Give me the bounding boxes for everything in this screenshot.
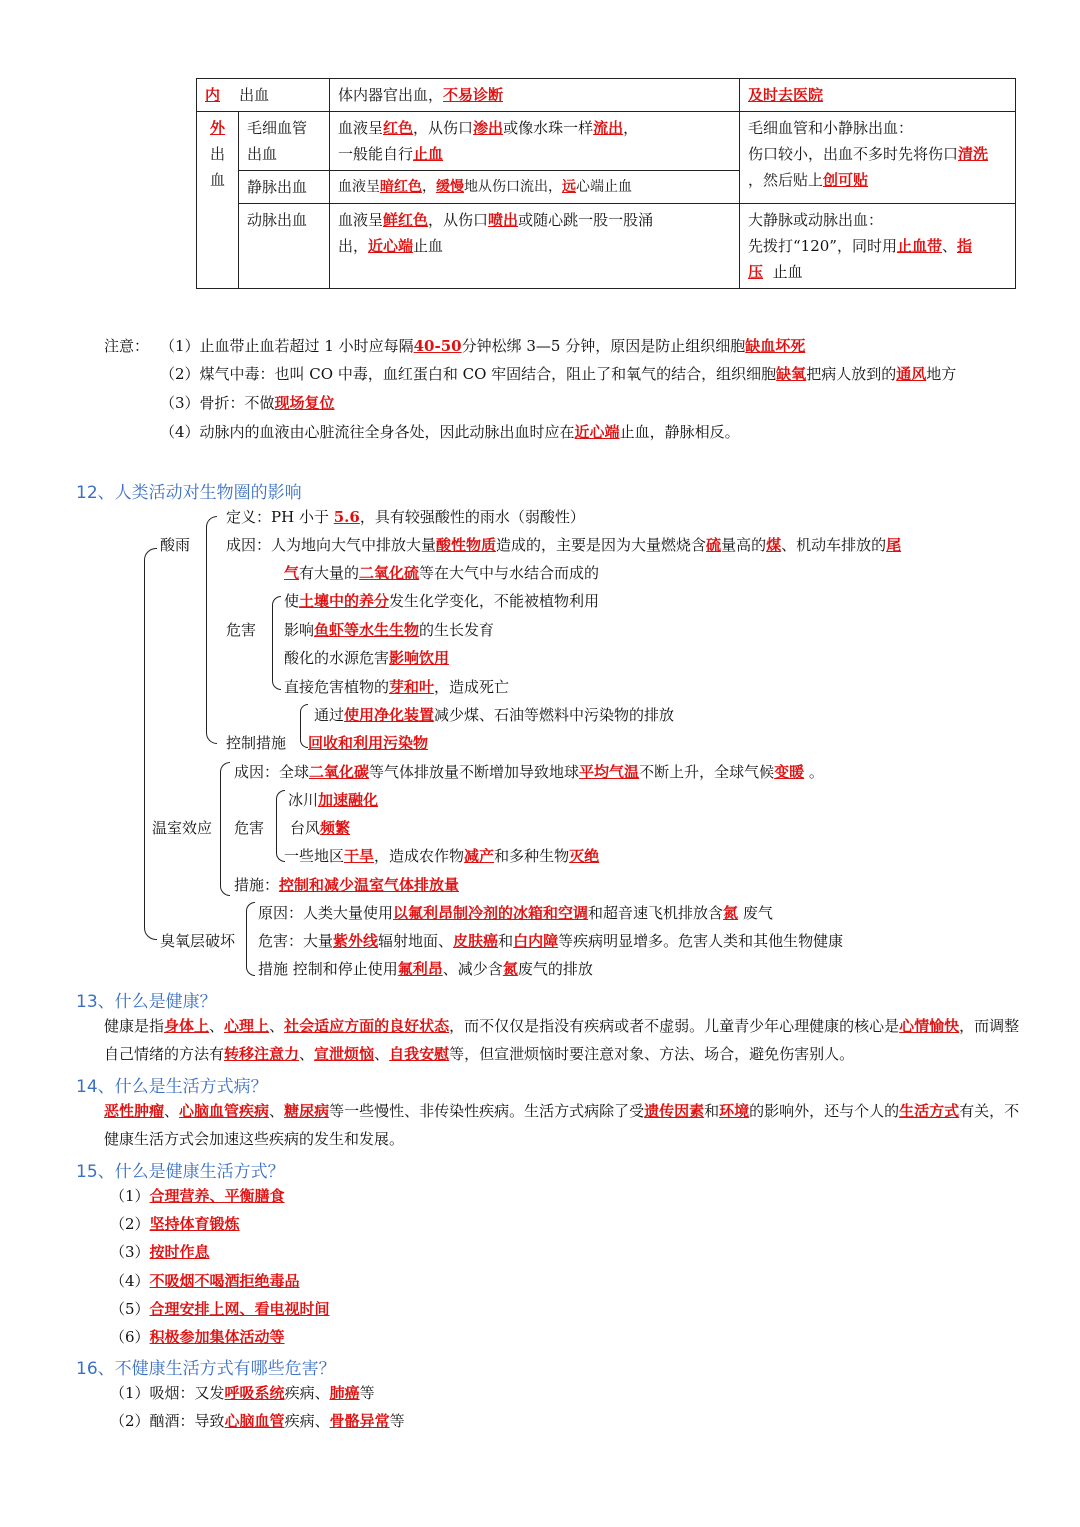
acid-harm-label: 危害 [226,621,257,639]
note-4: （4）动脉内的血液由心脏流往全身各处，因此动脉出血时应在近心端止血，静脉相反。 [160,423,740,441]
section-15-heading: 15、什么是健康生活方式？ [76,1162,285,1182]
notes-label: 注意： [104,337,150,355]
acid-harm-1: 使土壤中的养分发生化学变化，不能被植物利用 [284,592,600,610]
acid-harm-brace [272,596,281,690]
acid-ctrl-label: 控制措施 [226,734,287,752]
ozone-cause: 原因：人类大量使用以氟利昂制冷剂的冰箱和空调和超音速飞机排放含氮 废气 [258,904,773,922]
acid-brace [206,516,217,744]
acid-def: 定义：PH 小于 5.6，具有较强酸性的雨水（弱酸性） [226,508,585,526]
acid-ctrl-1: 通过使用净化装置减少煤、石油等燃料中污染物的排放 [314,706,675,724]
green-harm-3: 一些地区干旱，造成农作物减产和多种生物灭绝 [284,847,600,865]
acid-cause-cont: 气有大量的二氧化硫等在大气中与水结合而成的 [284,564,600,582]
section-12-heading: 12、人类活动对生物圈的影响 [76,483,302,503]
acid-rain-label: 酸雨 [160,536,191,554]
table-cell: 体内器官出血，不易诊断 [330,79,740,112]
bleeding-table [196,78,1016,289]
note-1: （1）止血带止血若超过 1 小时应每隔40-50分钟松绑 3—5 分钟，原因是防止组织细胞缺血坏死 [160,337,806,355]
list-item: （6）积极参加集体活动等 [110,1328,285,1346]
internal-bleeding-label: 内 出血 [197,79,330,112]
green-harm-label: 危害 [234,819,265,837]
table-cell: 血液呈鲜红色，从伤口喷出或随心跳一股一股涌 出，近心端止血 [330,204,740,289]
note-2: （2）煤气中毒：也叫 CO 中毒，血红蛋白和 CO 牢固结合，阻止了和氧气的结合，组织细胞缺氧把病人放到的通风地方 [160,365,957,383]
section-14-heading: 14、什么是生活方式病？ [76,1077,268,1097]
table-cell: 动脉出血 [239,204,330,289]
section-14-text: 恶性肿瘤、心脑血管疾病、糖尿病等一些慢性、非传染性疾病。生活方式病除了受遗传因素和环境的影响外，还与个人的生活方式有关，不健康生活方式会加速这些疾病的发生和发展。 [104,1102,1020,1148]
acid-ctrl-2: 回收和利用污染物 [308,734,429,752]
section-13-text: 健康是指身体上、心理上、社会适应方面的良好状态，而不仅仅是指没有疾病或者不虚弱。儿童青少年心理健康的核心是心情愉快，而调整自己情绪的方法有转移注意力、宣泄烦恼、自我安慰等，但宣泄烦恼时要注意对象、方法、场合，避免伤害别人。 [104,1017,1020,1063]
table-cell: 静脉出血 [239,171,330,204]
acid-harm-3: 酸化的水源危害影响饮用 [284,649,450,667]
acid-cause: 成因：人为地向大气中排放大量酸性物质造成的，主要是因为大量燃烧含硫量高的煤、机动车排放的尾 [226,536,902,554]
external-bleeding-label: 外 出 血 [197,112,239,289]
list-item: （2）坚持体育锻炼 [110,1215,240,1233]
list-item: （5）合理安排上网、看电视时间 [110,1300,330,1318]
note-3: （3）骨折：不做现场复位 [160,394,335,412]
acid-ctrl-brace [300,704,308,748]
acid-harm-2: 影响鱼虾等水生生物的生长发育 [284,621,495,639]
ozone-harm: 危害：大量紫外线辐射地面、皮肤癌和白内障等疾病明显增多。危害人类和其他生物健康 [258,932,844,950]
section-13-heading: 13、什么是健康？ [76,992,217,1012]
list-item: （1）吸烟：又发呼吸系统疾病、肺癌等 [110,1384,375,1402]
acid-harm-4: 直接危害植物的芽和叶，造成死亡 [284,678,510,696]
table-cell: 毛细血管 出血 [239,112,330,171]
green-cause: 成因：全球二氧化碳等气体排放量不断增加导致地球平均气温不断上升，全球气候变暖 。 [234,763,824,781]
table-cell: 血液呈暗红色，缓慢地从伤口流出，远心端止血 [330,171,740,204]
greenhouse-label: 温室效应 [152,819,213,837]
list-item: （2）酗酒：导致心脑血管疾病、骨骼异常等 [110,1412,405,1430]
table-cell: 及时去医院 [740,79,1016,112]
ozone-measure: 措施 控制和停止使用氟利昂、减少含氮废气的排放 [258,960,593,978]
section-16-heading: 16、不健康生活方式有哪些危害？ [76,1359,336,1379]
green-harm-2: 台风频繁 [290,819,351,837]
table-cell: 血液呈红色，从伤口渗出或像水珠一样流出， 一般能自行止血 [330,112,740,171]
ozone-label: 臭氧层破坏 [160,932,236,950]
table-row [197,112,1016,171]
list-item: （3）按时作息 [110,1243,210,1261]
list-item: （4）不吸烟不喝酒拒绝毒品 [110,1272,300,1290]
green-brace [220,762,230,896]
outer-brace [144,548,157,940]
green-harm-1: 冰川加速融化 [288,791,379,809]
ozone-brace [246,902,255,976]
list-item: （1）合理营养、平衡膳食 [110,1187,285,1205]
table-row [197,79,1016,112]
table-row [197,204,1016,289]
table-cell: 毛细血管和小静脉出血： 伤口较小，出血不多时先将伤口清洗 ，然后贴上创可贴 [740,112,1016,204]
green-measure: 措施：控制和减少温室气体排放量 [234,876,460,894]
table-cell: 大静脉或动脉出血： 先拨打“120”，同时用止血带、指 压 止血 [740,204,1016,289]
